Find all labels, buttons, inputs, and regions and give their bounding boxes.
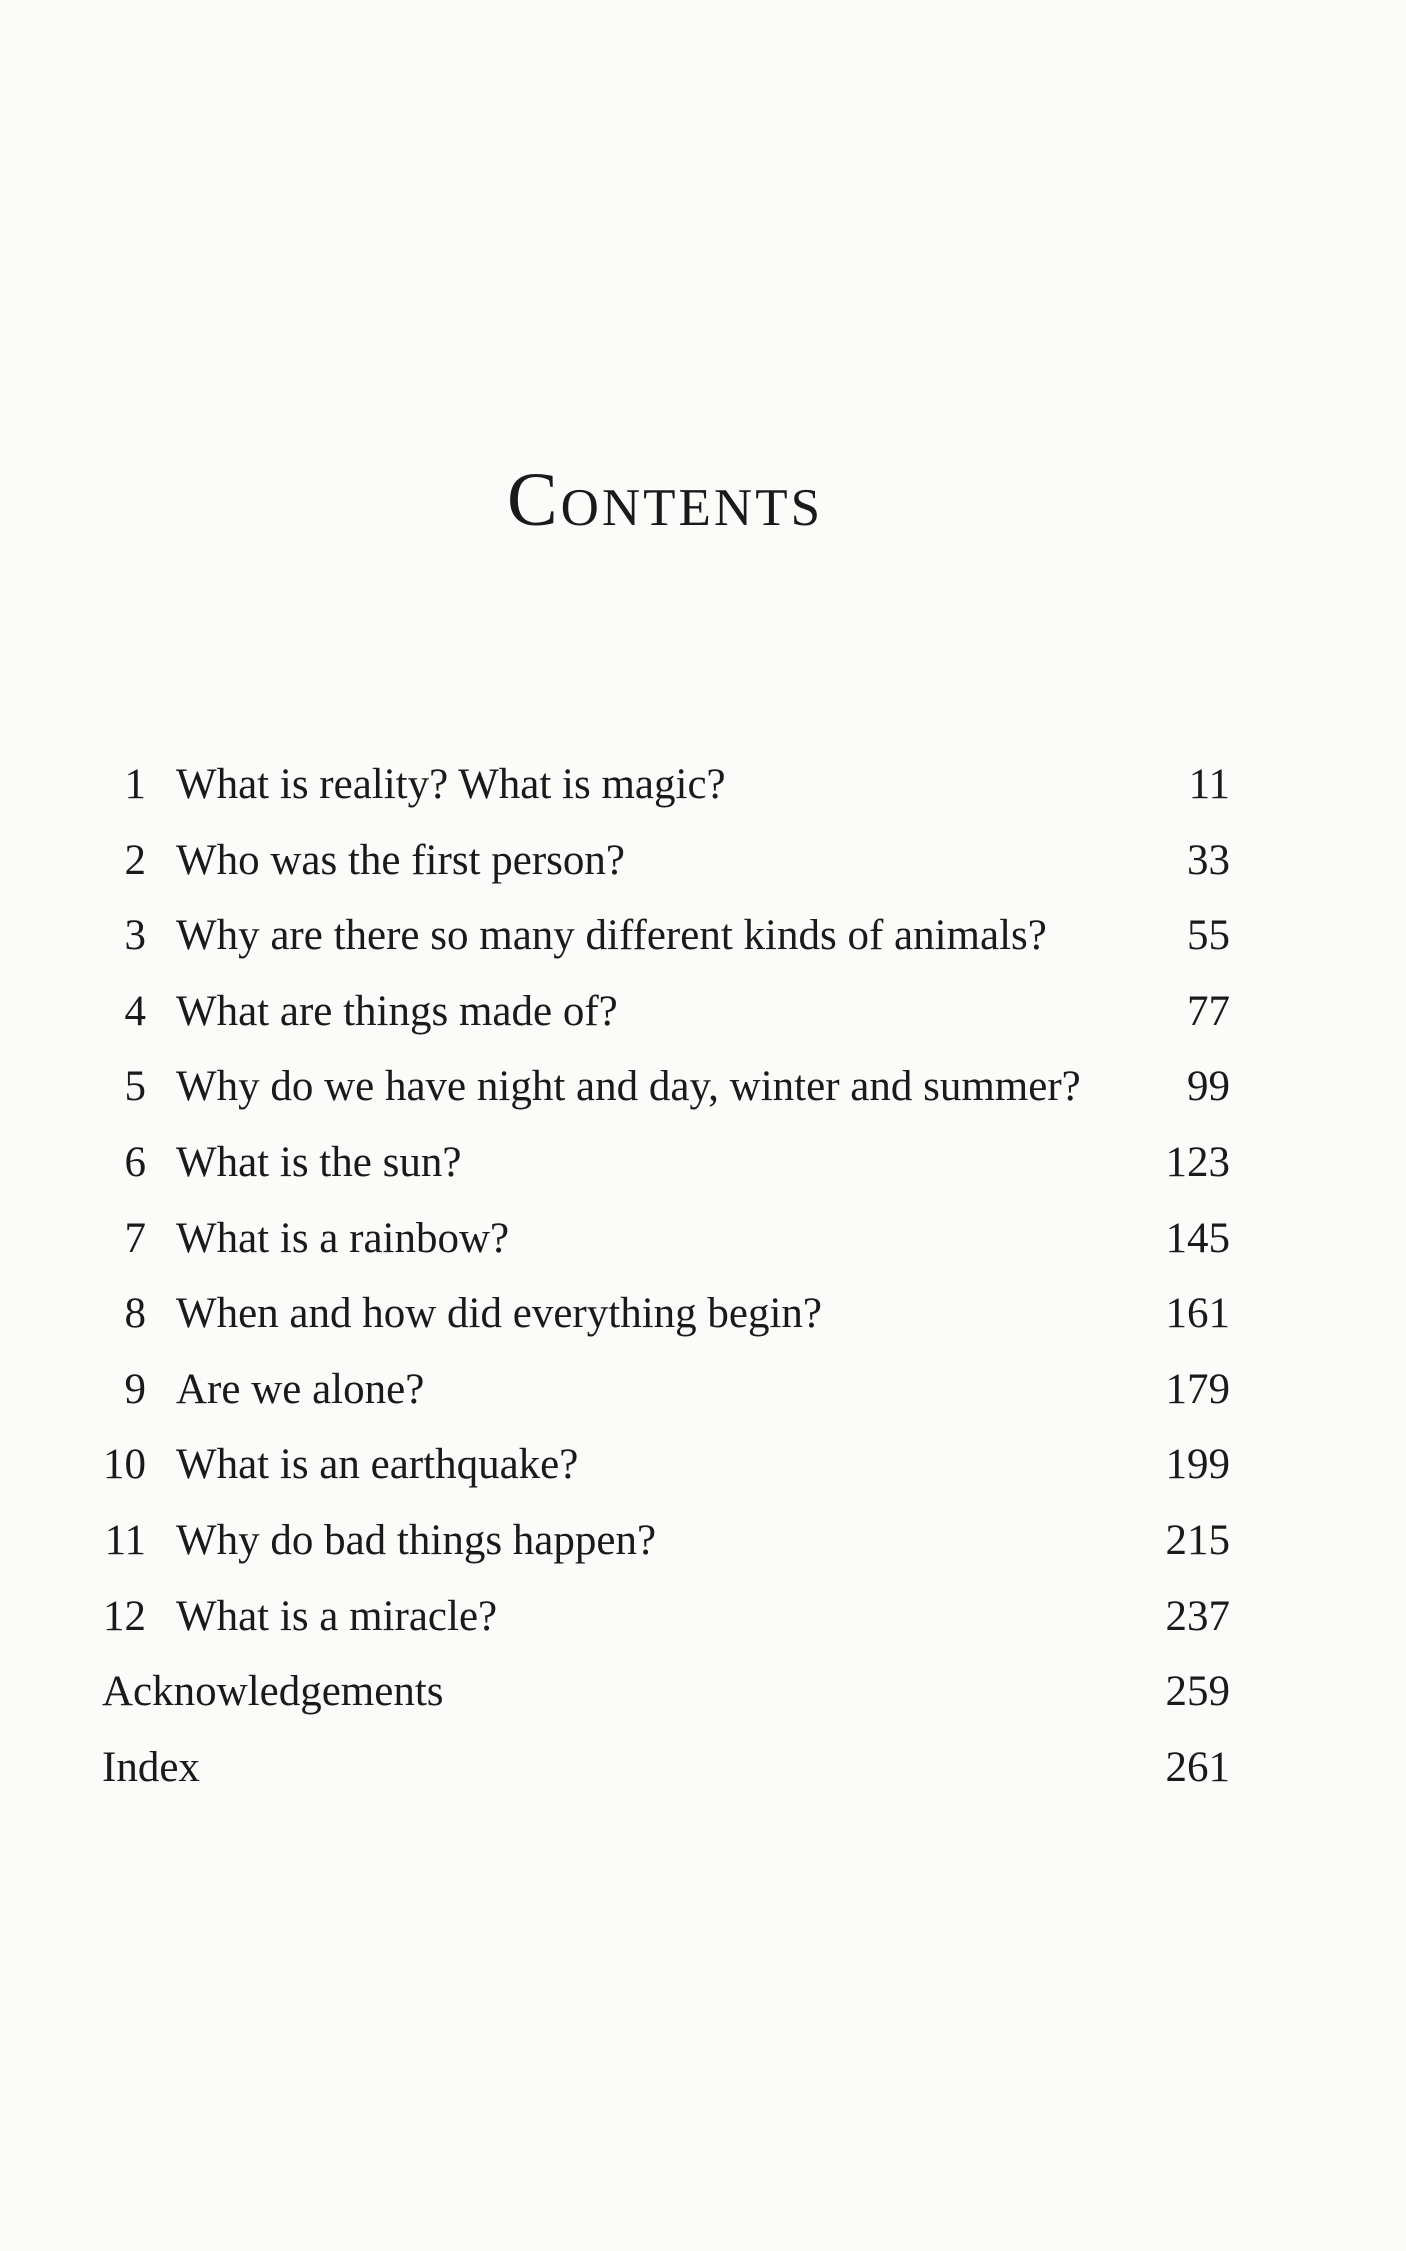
toc-entry (0, 1209, 1406, 1285)
chapter-title: What is reality? What is magic? (176, 761, 726, 808)
page-number: 99 (1187, 1063, 1230, 1111)
chapter-number: 2 (124, 836, 146, 884)
toc-entry (0, 982, 1406, 1058)
chapter-title: What is a rainbow? (176, 1214, 510, 1262)
page-number: 259 (1165, 1668, 1230, 1716)
chapter-title: What is an earthquake? (176, 1441, 579, 1489)
chapter-number: 3 (124, 912, 146, 960)
chapter-title: What is a miracle? (176, 1592, 498, 1640)
page-number: 123 (1165, 1138, 1230, 1186)
chapter-number: 5 (124, 1063, 146, 1111)
chapter-number: 6 (124, 1138, 146, 1186)
chapter-title: Who was the first person? (176, 836, 625, 884)
chapter-title: Why do bad things happen? (176, 1516, 657, 1564)
toc-entry (0, 1435, 1406, 1511)
chapter-number: 11 (104, 1516, 146, 1564)
toc-entry (0, 1133, 1406, 1209)
chapter-number: 1 (124, 761, 146, 808)
back-matter-title: Acknowledgements (102, 1668, 444, 1716)
toc-entry-acknowledgements (0, 1662, 1406, 1738)
chapter-title: What is the sun? (176, 1138, 462, 1186)
page-number: 179 (1165, 1365, 1230, 1413)
page-number: 11 (1188, 761, 1230, 808)
toc-entry (0, 1511, 1406, 1587)
chapter-number: 12 (103, 1592, 146, 1640)
chapter-title: Why do we have night and day, winter and summer? (176, 1063, 1081, 1111)
page-number: 77 (1187, 987, 1230, 1035)
toc-entry (0, 1360, 1406, 1436)
toc-entry (0, 906, 1406, 982)
chapter-title: When and how did everything begin? (176, 1290, 823, 1338)
toc-entry (0, 1284, 1406, 1360)
chapter-number: 8 (124, 1290, 146, 1338)
chapter-title: What are things made of? (176, 987, 618, 1035)
page-number: 261 (1165, 1743, 1230, 1791)
page-number: 33 (1187, 836, 1230, 884)
toc-entry (0, 831, 1406, 907)
chapter-number: 4 (124, 987, 146, 1035)
chapter-number: 7 (124, 1214, 146, 1262)
table-of-contents (0, 755, 1406, 1813)
toc-entry (0, 1587, 1406, 1663)
chapter-title: Why are there so many different kinds of animals? (176, 912, 1047, 960)
toc-entry (0, 1057, 1406, 1133)
page-number: 161 (1165, 1290, 1230, 1338)
page-number: 199 (1165, 1441, 1230, 1489)
back-matter-title: Index (102, 1743, 200, 1791)
chapter-number: 9 (124, 1365, 146, 1413)
contents-heading: Contents (506, 458, 824, 542)
page-number: 215 (1165, 1516, 1230, 1564)
page-number: 55 (1187, 912, 1230, 960)
toc-entry (0, 755, 1406, 831)
toc-entry-index (0, 1738, 1406, 1814)
chapter-number: 10 (103, 1441, 146, 1489)
chapter-title: Are we alone? (176, 1365, 425, 1413)
page-number: 145 (1165, 1214, 1230, 1262)
page-number: 237 (1165, 1592, 1230, 1640)
